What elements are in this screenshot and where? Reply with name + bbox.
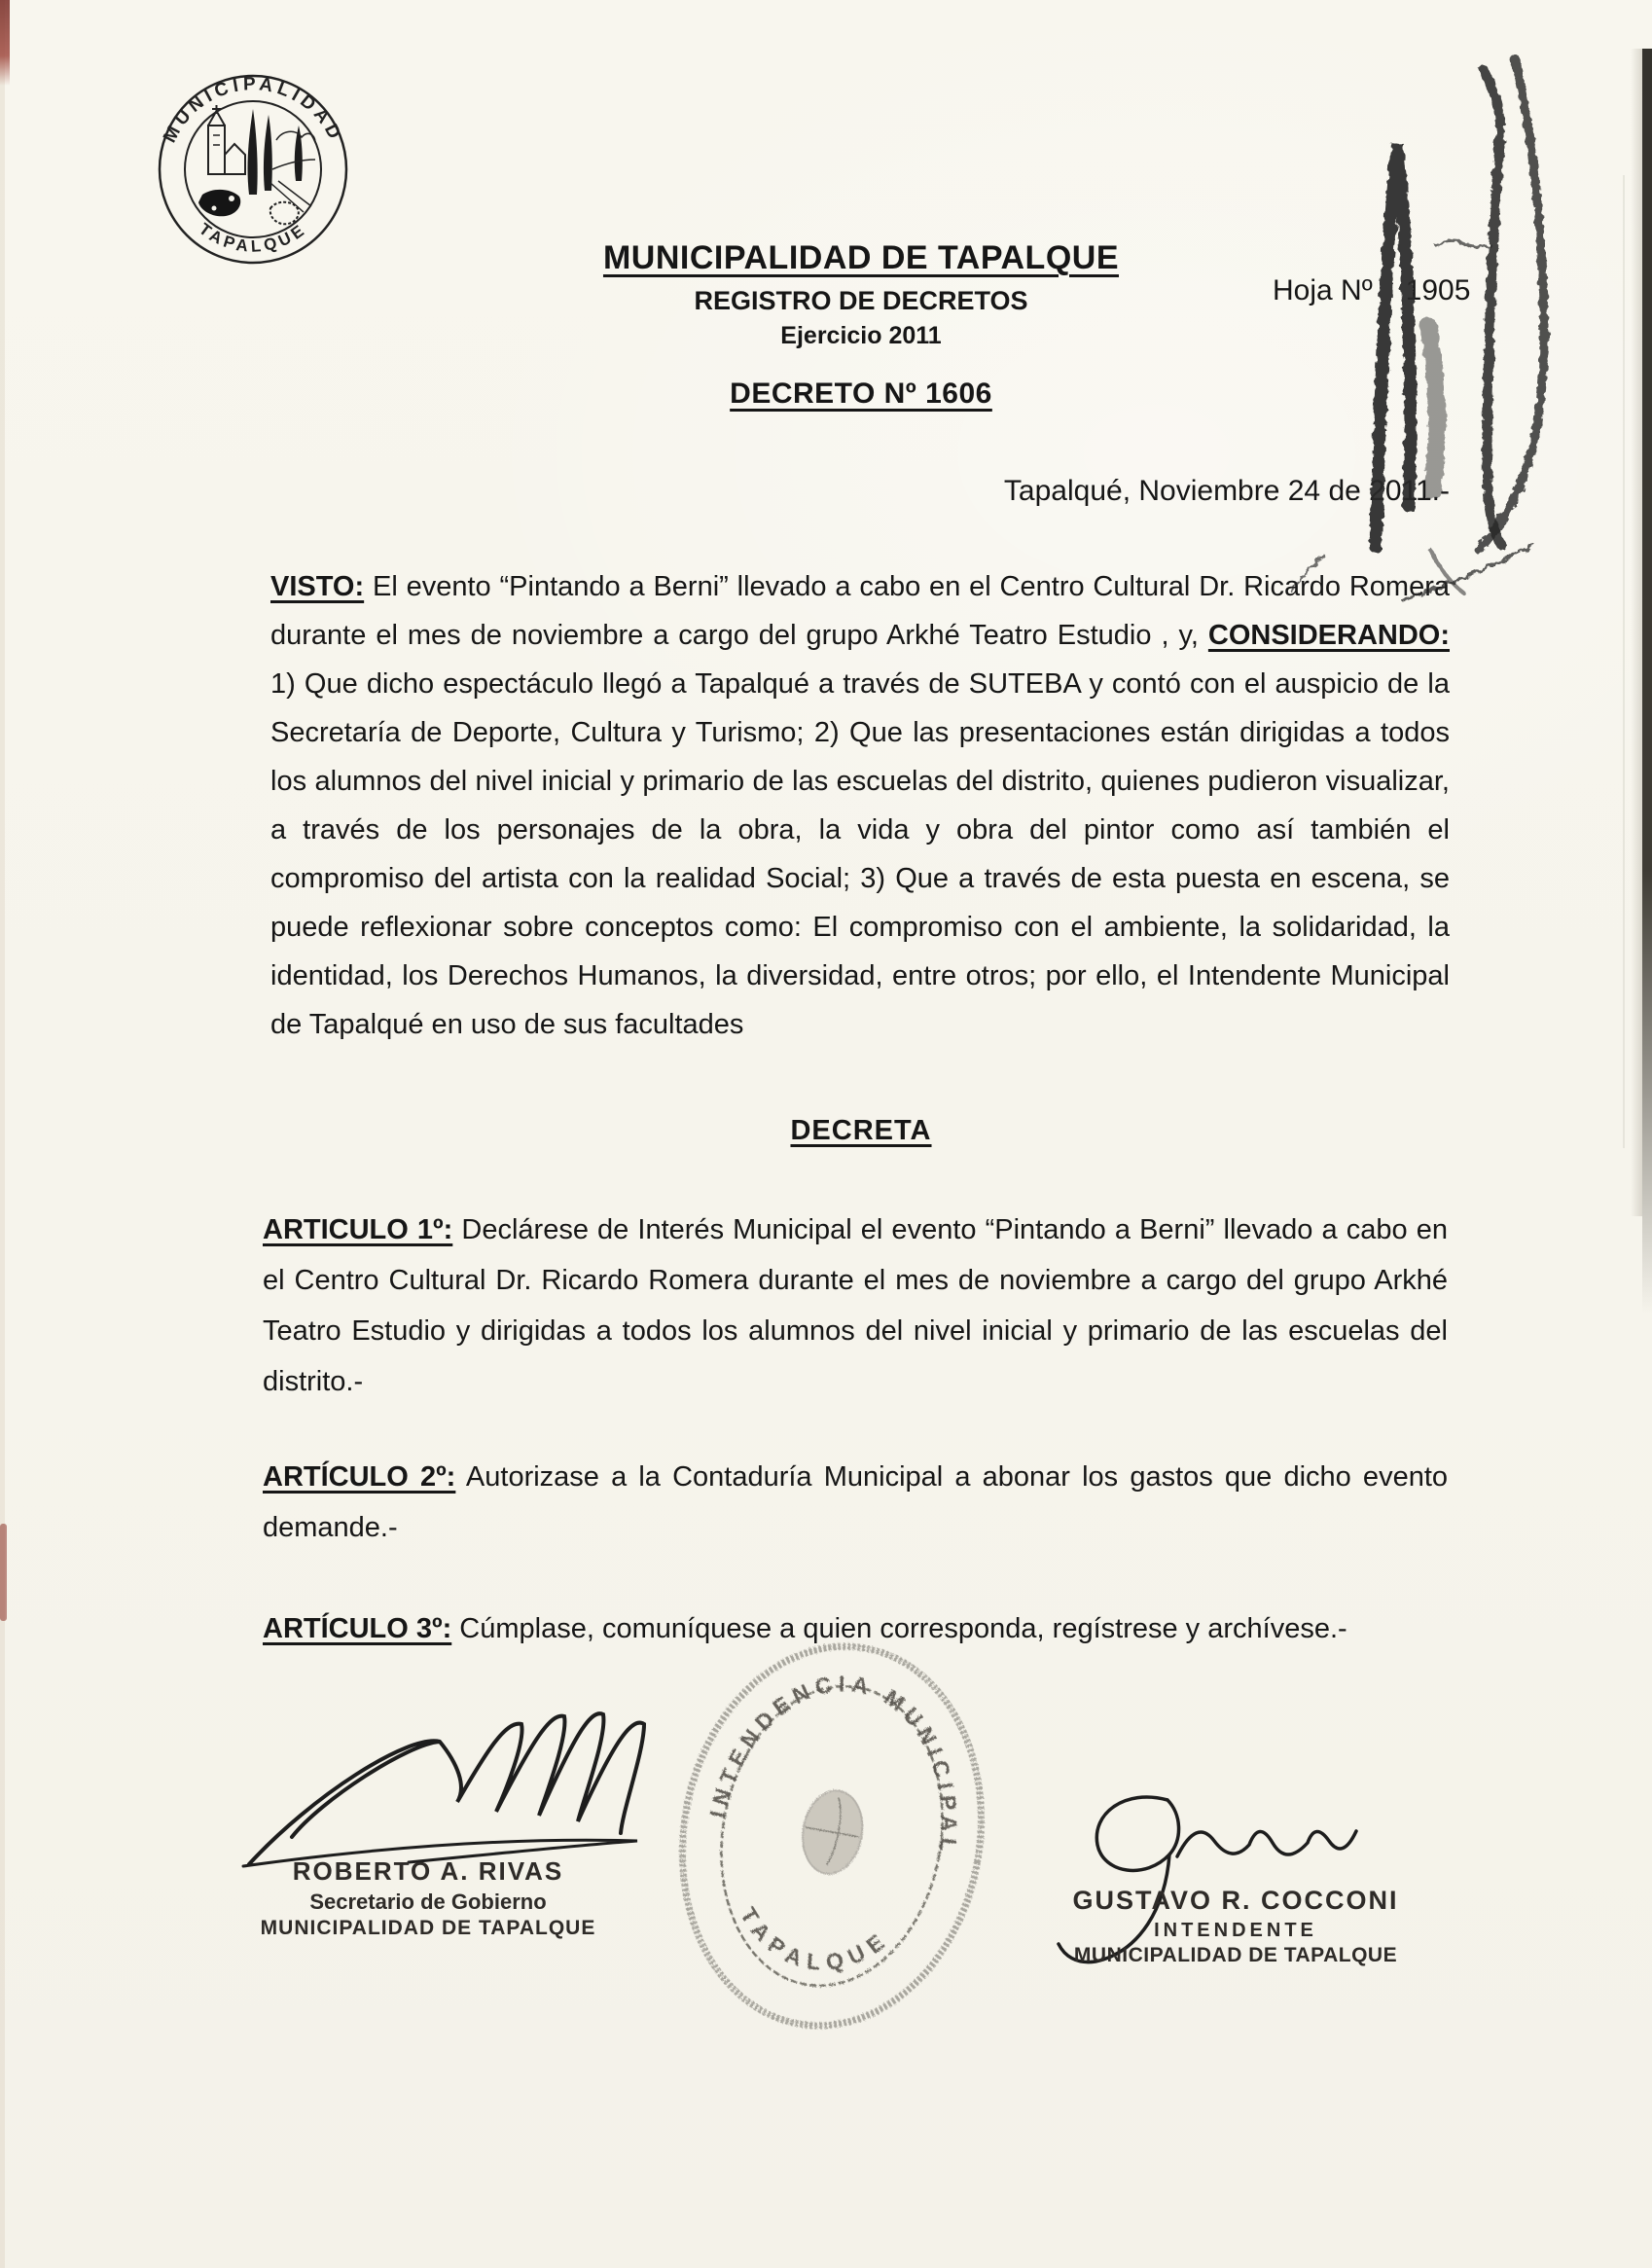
secretario-title: Secretario de Gobierno	[309, 1890, 547, 1914]
article-2-text: Autorizase a la Contaduría Municipal a abonar los gastos que dicho evento demande.-	[263, 1461, 1449, 1543]
oval-stamp-top-text: INTENDENCIA MUNICIPAL	[703, 1671, 962, 1859]
intendencia-oval-stamp	[642, 1627, 1022, 2045]
hoja-number: 1905	[1405, 274, 1471, 306]
dateline: Tapalqué, Noviembre 24 de 2011.-	[1003, 475, 1450, 507]
considerando-label: CONSIDERANDO:	[1207, 620, 1450, 651]
article-3-label: ARTÍCULO 3º:	[263, 1613, 452, 1644]
seal-top-text: MUNICIPALIDAD	[160, 74, 346, 147]
article-1-label: ARTICULO 1º:	[263, 1214, 453, 1245]
oval-stamp-bottom-text: TAPALQUE	[735, 1902, 895, 1976]
considerando-text: 1) Que dicho espectáculo llegó a Tapalqué a través de SUTEBA y contó con el auspicio de la Secretaría de Deporte, Cultura y Turismo; 2) Que las presentaciones están dirigidas a todos los alumnos del nivel inicial y primario de las escuelas del distrito, quienes pudieron visualizar, a través de los personajes de la obra, la vida y obra del pintor como así también el compromiso del artista con la realidad Social; 3) Que a través de esta puesta en escena, se puede reflexionar sobre conceptos como: El compromiso con el ambiente, la solidaridad, la identidad, los Derechos Humanos, la diversidad, entre otros; por ello, el Intendente Municipal de Tapalqué en uso de sus facultades	[270, 668, 1450, 1040]
intendente-org: MUNICIPALIDAD DE TAPALQUE	[1073, 1944, 1398, 1966]
secretario-name: ROBERTO A. RIVAS	[292, 1856, 564, 1886]
intendente-title: INTENDENTE	[1154, 1920, 1317, 1941]
header-exercise: Ejercicio 2011	[780, 322, 942, 349]
article-3-text: Cúmplase, comuníquese a quien corresponda, regístrese y archívese.-	[451, 1613, 1347, 1644]
svg-text:TAPALQUE	[728, 1899, 898, 1988]
article-1-text: Declárese de Interés Municipal el evento “Pintando a Berni” llevado a cabo en el Centro Cultural Dr. Ricardo Romera durante el mes de noviembre a cargo del grupo Arkhé Teatro Estudio y dirigidas a todos los alumnos del nivel inicial y primario de las escuelas del distrito.-	[263, 1214, 1449, 1397]
decree-number-title: DECRETO Nº 1606	[730, 378, 992, 410]
header-subtitle: REGISTRO DE DECRETOS	[694, 286, 1028, 315]
hoja-label: Hoja Nº	[1273, 274, 1373, 306]
seal-bottom-text: TAPALQUE	[195, 219, 311, 256]
intendente-name: GUSTAVO R. COCCONI	[1072, 1886, 1399, 1915]
article-2-label: ARTÍCULO 2º:	[263, 1461, 456, 1493]
signature-secretario	[224, 1693, 681, 1878]
visto-label: VISTO:	[270, 571, 365, 602]
secretario-stamp-text	[243, 1856, 613, 1940]
secretario-org: MUNICIPALIDAD DE TAPALQUE	[260, 1917, 596, 1939]
page-title: MUNICIPALIDAD DE TAPALQUE	[602, 239, 1120, 276]
visto-text: El evento “Pintando a Berni” llevado a cabo en el Centro Cultural Dr. Ricardo Romera durante el mes de noviembre a cargo del grupo Arkhé Teatro Estudio , y,	[270, 571, 1450, 651]
intendente-stamp-text	[1060, 1886, 1411, 1967]
decreta-title: DECRETA	[790, 1115, 932, 1146]
